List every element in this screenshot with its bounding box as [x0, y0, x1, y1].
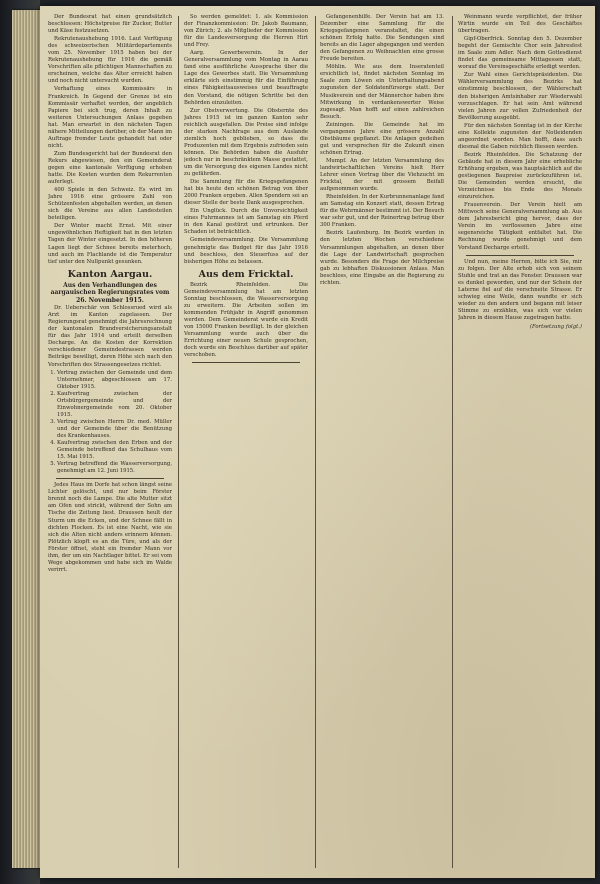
column-rule — [315, 16, 316, 868]
article-paragraph: Bezirk Rheinfelden. Die Gemeindeversammlung hat am letzten Sonntag beschlossen, die Wasserversorgung zu erweitern. Die Arbeiten sollen im kommenden Frühjahr in Angriff genommen werden. Dem Gemeinderat wurde ein Kredit von 15000 Franken bewilligt. In der gleichen Versammlung wurde auch über die Errichtung einer neuen Schule gesprochen, doch wurde ein Beschluss darüber auf später verschoben. — [184, 281, 308, 359]
divider — [192, 362, 300, 363]
article-paragraph: Möhlin. Wie aus dem Inseratenteil ersichtlich ist, findet nächsten Sonntag im Saale zum Löwen ein Unterhaltungsabend zugunsten der Soldatenfürsorge statt. Der Musikverein und der Männerchor haben ihre Mitwirkung in verdankenswerter Weise zugesagt. Man hofft auf einen zahlreichen Besuch. — [320, 64, 444, 120]
section-heading-fricktal: Aus dem Fricktal. — [198, 268, 294, 280]
article-paragraph: So werden gemeldet: 1. als Kommission der Finanzkommission: Dr. Jakob Baumann, von Zürich; 2. als Mitglieder der Kommission für die Landesversorgung die Herren Hirt und Frey. — [184, 14, 308, 49]
article-paragraph: Rekrutenaushebung 1916. Laut Verfügung des schweizerischen Militärdepartements vom 25. November 1915 haben bei der Rekrutenaushebung für 1916 die gemäß Vorschriften alle pflichtigen Mannschaften zu erscheinen, welche das Alter erreicht haben und noch nicht untersucht wurden. — [48, 36, 172, 85]
article-paragraph: Zur Obstverwertung. Die Obsternte des Jahres 1915 ist im ganzen Kanton sehr reichlich ausgefallen. Die Preise sind infolge der starken Nachfrage aus dem Auslande ziemlich hoch geblieben, so dass die Produzenten mit dem Ergebnis zufrieden sein können. Die Behörden haben die Ausfuhr jedoch nur in beschränktem Masse gestattet, um die Versorgung des eigenen Landes nicht zu gefährden. — [184, 107, 308, 178]
article-paragraph: Zum Bundesgericht hat der Bundesrat den Rekurs abgewiesen, den ein Gemeinderat gegen eine kantonale Verfügung erhoben hatte. Die Kosten wurden dem Rekurrenten auferlegt. — [48, 150, 172, 186]
article-paragraph: Verhaftung eines Kommissärs in Frankreich. In Gegend der Grenze ist ein Kommissär verhaftet worden, der angeblich Papiere bei sich trug, deren Inhalt zu weiteren Untersuchungen Anlass gegeben hat. Man erwartet in den nächsten Tagen nähere Mitteilungen darüber, ob der Mann im Auftrage fremder Leute gehandelt hat oder nicht. — [48, 86, 172, 149]
article-paragraph: Rheinfelden. In der Kurbrunnenanlage fand am Samstag ein Konzert statt, dessen Ertrag für die Wehrmänner bestimmt ist. Der Besuch war sehr gut, und der Reinertrag betrug über 300 Franken. — [320, 194, 444, 229]
column-4 — [458, 14, 582, 872]
list-item: 4. Kaufvertrag zwischen den Erben und der Gemeinde betreffend das Schulhaus vom 15. Mai 1915. — [57, 440, 172, 461]
column-rule — [452, 16, 453, 868]
feuilleton-paragraph: Und nun, meine Herren, bitte ich Sie, mir zu folgen. Der Alte erhob sich von seinem Stuhle und trat an das Fenster. Draussen war es dunkel geworden, und nur der Schein der Laterne fiel auf die verschneite Strasse. Er schwieg eine Weile, dann wandte er sich wieder zu den andern und begann mit leiser Stimme zu erzählen, was sich vor vielen Jahren in diesem Hause zugetragen hatte. — [458, 258, 582, 321]
continuation-note: (Fortsetzung folgt.) — [529, 323, 582, 330]
list-item: 3. Vertrag zwischen Herrn Dr. med. Müller und der Gemeinde über die Benützung des Krankenhauses. — [57, 419, 172, 440]
article-paragraph: Mumpf. An der letzten Versammlung des landwirtschaftlichen Vereins hielt Herr Lehrer einen Vortrag über die Viehzucht im Fricktal, der mit grossem Beifall aufgenommen wurde. — [320, 157, 444, 193]
article-paragraph: Ein Unglück. Durch die Unvorsichtigkeit eines Fuhrmannes ist am Samstag ein Pferd in den Kanal gestürzt und ertrunken. Der Schaden ist beträchtlich. — [184, 208, 308, 236]
article-paragraph: Bezirk Laufenburg. Im Bezirk wurden in den letzten Wochen verschiedene Versammlungen abgehalten, an denen über die Lage der Landwirtschaft gesprochen wurde. Besonders die Frage der Milchpreise gab zu lebhaften Diskussionen Anlass. Man beschloss, eine Eingabe an die Regierung zu richten. — [320, 230, 444, 286]
divider — [56, 478, 164, 479]
article-paragraph: Der Bundesrat hat einen grundsätzlich beschlossen: Höchstpreise für Zucker, Butter und Käse festzusetzen. — [48, 14, 172, 35]
article-paragraph: Die Sammlung für die Kriegsgefangenen hat bis heute den schönen Betrag von über 2000 Franken ergeben. Allen Spendern sei an dieser Stelle der beste Dank ausgesprochen. — [184, 179, 308, 207]
section-subheading: Aus den Verhandlungen des aargauischen Regierungsrates vom 26. November 1915. — [50, 281, 170, 304]
article-paragraph: Aarg. Gewerbeverein. In der Generalversammlung vom Montag in Aarau fand eine ausführliche Aussprache über die Lage des Gewerbes statt. Die Versammlung erklärte sich einstimmig für die Einführung eines Fähigkeitsausweises und beauftragte den Vorstand, die nötigen Schritte bei den Behörden einzuleiten. — [184, 50, 308, 106]
feuilleton-paragraph: Jedes Haus im Dorfe hat schon längst seine Lichter gelöscht, und nur beim Förster brennt noch die Lampe. Die alte Mutter sitzt am Ofen und strickt, während der Sohn am Tische die Zeitung liest. Draussen heult der Sturm um die Ecken, und der Schnee fällt in dichten Flocken. Es ist eine Nacht, wie sie sich die Alten nicht anders erinnern können. Plötzlich klopft es an die Türe, und als der Förster öffnet, steht ein fremder Mann vor ihm, der um ein Nachtlager bittet. Er sei vom Wege abgekommen und habe sich im Walde verirrt. — [48, 482, 172, 573]
article-paragraph: Dr. Ueberschär von Schlossrued wird als Arzt im Kanton zugelassen. Der Regierungsrat genehmigt die Jahresrechnung der kantonalen Brandversicherungsanstalt für das Jahr 1914 und erteilt derselben Decharge. An die Kosten der Korrektion verschiedener Gemeindestrassen werden Beiträge bewilligt, deren Höhe sich nach den Vorschriften des Strassengesetzes richtet. — [48, 305, 172, 368]
list-item: 2. Kaufvertrag zwischen der Ortsbürgergemeinde und der Einwohnergemeinde vom 20. Oktober 1915. — [57, 391, 172, 419]
list-item: 1. Vertrag zwischen der Gemeinde und dem Unternehmer, abgeschlossen am 17. Oktober 1915. — [57, 370, 172, 391]
article-paragraph: Frauenverein. Der Verein hielt am Mittwoch seine Generalversammlung ab. Aus dem Jahresbericht ging hervor, dass der Verein im verflossenen Jahre eine segensreiche Tätigkeit entfaltet hat. Die Rechnung wurde genehmigt und dem Vorstand Decharge erteilt. — [458, 202, 582, 251]
column-3 — [320, 14, 444, 872]
column-rule — [178, 16, 179, 868]
article-paragraph: Bezirk Rheinfelden. Die Schatzung der Gebäude hat in diesem Jahr eine erhebliche Erhöhung ergeben, was hauptsächlich auf die gestiegenen Baupreise zurückzuführen ist. Die Gemeinden werden ersucht, die Verzeichnisse bis Ende des Monats einzureichen. — [458, 151, 582, 201]
article-paragraph: Zeiningen. Die Gemeinde hat im vergangenen Jahre eine grössere Anzahl Obstbäume gepflanzt. Die Anlagen gedeihen gut und versprechen für die Zukunft einen schönen Ertrag. — [320, 121, 444, 156]
column-2 — [184, 14, 308, 872]
list-item: 5. Vertrag betreffend die Wasserversorgung, genehmigt am 12. Juni 1915. — [57, 461, 172, 475]
newspaper-page — [40, 6, 595, 878]
article-paragraph: Zur Wahl eines Gerichtspräsidenten. Die Wählerversammlung des Bezirks hat einstimmig beschlossen, der Wählerschaft den bisherigen Amtsinhaber zur Wiederwahl vorzuschlagen. Er hat sein Amt während vielen Jahren zur vollen Zufriedenheit der Bevölkerung ausgeübt. — [458, 72, 582, 121]
column-1 — [48, 14, 172, 872]
article-paragraph: 400 Spiele in den Schweiz. Es wird im Jahre 1916 eine grössere Zahl von Schützenfesten abgehalten werden, an denen sich die Vereine aus allen Landesteilen beteiligen. — [48, 187, 172, 222]
article-paragraph: Weinmann wurde verpflichtet, der früher Wirtin wurde ein Teil des Geschäftes übertragen. — [458, 14, 582, 35]
article-paragraph: Der Winter macht Ernst. Mit einer ungewöhnlichen Heftigkeit hat in den letzten Tagen der Winter eingesetzt. In den höheren Lagen liegt der Schnee bereits meterhoch, und auch im Flachlande ist die Temperatur tief unter den Nullpunkt gesunken. — [48, 223, 172, 265]
divider — [466, 255, 574, 256]
article-paragraph: Gefangenenhilfe. Der Verein hat am 13. Dezember eine Sammlung für die Kriegsgefangenen veranstaltet, die einen schönen Erfolg hatte. Die Sendungen sind bereits an die Lager abgegangen und werden den Gefangenen zu Weihnachten eine grosse Freude bereiten. — [320, 14, 444, 63]
article-paragraph: Gipf-Oberfrick. Sonntag den 5. Dezember begeht der Gemischte Chor sein Jahresfest im Saale zum Adler. Nach dem Gottesdienst findet das gemeinsame Mittagessen statt, worauf die Vereinsgeschäfte erledigt werden. — [458, 36, 582, 71]
article-paragraph: Gemeindeversammlung. Die Versammlung genehmigte das Budget für das Jahr 1916 und beschloss, den Steuerfuss auf der bisherigen Höhe zu belassen. — [184, 237, 308, 265]
section-heading-kanton-aargau: Kanton Aargau. — [67, 268, 153, 280]
article-paragraph: Für den nächsten Sonntag ist in der Kirche eine Kollekte zugunsten der Notleidenden angeordnet worden. Man hofft, dass auch diesmal die Gaben reichlich fliessen werden. — [458, 122, 582, 150]
contract-list — [48, 370, 172, 476]
